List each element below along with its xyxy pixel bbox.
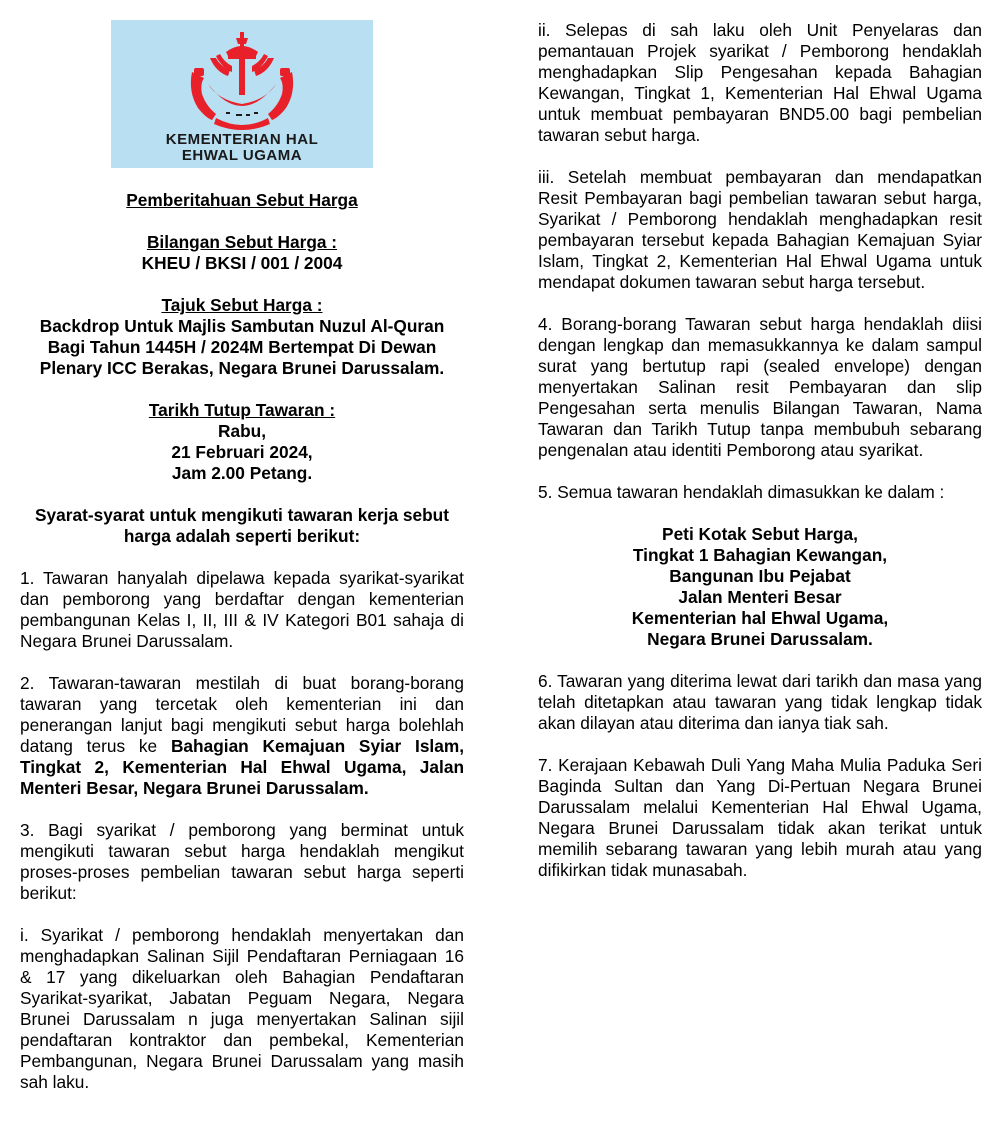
condition-7: 7. Kerajaan Kebawah Duli Yang Maha Mulia Paduka Seri Baginda Sultan dan Yang Di-Pertuan Negara Brunei Darussalam melalui Kementerian Hal Ehwal Ugama, Negara Brunei Darussalam tidak akan terikat untuk memilih sebarang tawaran yang lebih murah atau yang difikirkan tidak munasabah. bbox=[538, 755, 982, 880]
closing-date-label: Tarikh Tutup Tawaran : bbox=[148, 400, 336, 420]
address-line: Jalan Menteri Besar bbox=[678, 587, 842, 607]
condition-5: 5. Semua tawaran hendaklah dimasukkan ke dalam : bbox=[538, 482, 945, 502]
logo-text-line-1: KEMENTERIAN HAL bbox=[165, 131, 319, 148]
submission-address bbox=[538, 524, 982, 650]
quotation-subject-line: Plenary ICC Berakas, Negara Brunei Darussalam. bbox=[39, 358, 445, 378]
condition-2-text: 2. Tawaran-tawaran mestilah di buat borang-borang tawaran yang tercetak oleh kementerian ini dan penerangan lanjut bagi mengikuti sebut harga bolehlah datang terus ke bbox=[20, 673, 464, 756]
condition-3: 3. Bagi syarikat / pemborong yang berminat untuk mengikuti tawaran sebut harga hendaklah mengikut proses-proses pembelian tawaran sebut harga seperti berikut: bbox=[20, 820, 464, 903]
quotation-subject-line: Backdrop Untuk Majlis Sambutan Nuzul Al-Quran bbox=[39, 316, 445, 336]
notice-title: Pemberitahuan Sebut Harga bbox=[126, 190, 358, 210]
condition-2 bbox=[20, 673, 464, 799]
address-line: Kementerian hal Ehwal Ugama, bbox=[631, 608, 889, 628]
quotation-subject-label: Tajuk Sebut Harga : bbox=[161, 295, 323, 315]
condition-6: 6. Tawaran yang diterima lewat dari tarikh dan masa yang telah ditetapkan atau tawaran yang tidak lengkap tidak akan dilayan atau diterima dan ianya tiak sah. bbox=[538, 671, 982, 733]
logo-text-line-2: EHWAL UGAMA bbox=[181, 147, 303, 164]
left-column bbox=[20, 190, 464, 1093]
ministry-logo-banner bbox=[111, 20, 373, 168]
address-line: Peti Kotak Sebut Harga, bbox=[662, 524, 858, 544]
condition-3-i: i. Syarikat / pemborong hendaklah menyertakan dan menghadapkan Salinan Sijil Pendaftaran Perniagaan 16 & 17 yang dikeluarkan oleh Bahagian Pendaftaran Syarikat-syarikat, Jabatan Peguam Negara, Negara Brunei Darussalam n juga menyertakan Salinan sijil pendaftaran kontraktor dan pembekal, Kementerian Pembangunan, Negara Brunei Darussalam yang masih sah laku. bbox=[20, 925, 464, 1092]
condition-3-iii: iii. Setelah membuat pembayaran dan mendapatkan Resit Pembayaran bagi pembelian tawaran sebut harga, Syarikat / Pemborong hendaklah menghadapkan resit pembayaran tersebut kepada Bahagian Kemajuan Syiar Islam, Tingkat 2, Kementerian Hal Ehwal Ugama untuk mendapat dokumen tawaran sebut harga tersebut. bbox=[538, 167, 982, 292]
address-line: Bangunan Ibu Pejabat bbox=[669, 566, 851, 586]
quotation-subject-line: Bagi Tahun 1445H / 2024M Bertempat Di Dewan bbox=[47, 337, 437, 357]
condition-2-address: Bahagian Kemajuan Syiar Islam, Tingkat 2, Kementerian Hal Ehwal Ugama, Jalan Menteri Besar, Negara Brunei Darussalam. bbox=[20, 736, 465, 798]
brunei-crest-icon bbox=[186, 28, 298, 136]
conditions-heading-line: harga adalah seperti berikut: bbox=[123, 526, 361, 546]
address-line: Negara Brunei Darussalam. bbox=[647, 629, 873, 649]
quotation-number-value: KHEU / BKSI / 001 / 2004 bbox=[141, 253, 343, 273]
closing-date: 21 Februari 2024, bbox=[171, 442, 313, 462]
address-line: Tingkat 1 Bahagian Kewangan, bbox=[632, 545, 888, 565]
closing-time: Jam 2.00 Petang. bbox=[171, 463, 313, 483]
condition-3-ii: ii. Selepas di sah laku oleh Unit Penyelaras dan pemantauan Projek syarikat / Pemborong hendaklah menghadapkan Slip Pengesahan kepada Bahagian Kewangan, Tingkat 1, Kementerian Hal Ehwal Ugama untuk membuat pembayaran BND5.00 bagi pembelian tawaran sebut harga. bbox=[538, 20, 982, 145]
right-column bbox=[538, 20, 982, 881]
condition-4: 4. Borang-borang Tawaran sebut harga hendaklah diisi dengan lengkap dan memasukkannya ke dalam sampul surat yang bertutup rapi (sealed envelope) dengan menyertakan Salinan resit Pembayaran dan slip Pengesahan serta menulis Bilangan Tawaran, Nama Tawaran dan Tarikh Tutup tanpa membubuh sebarang pengenalan atau identiti Pemborong atau syarikat. bbox=[538, 314, 982, 460]
condition-1: 1. Tawaran hanyalah dipelawa kepada syarikat-syarikat dan pemborong yang berdaftar dengan kementerian pembangunan Kelas I, II, III & IV Kategori B01 sahaja di Negara Brunei Darussalam. bbox=[20, 568, 464, 651]
quotation-number-label: Bilangan Sebut Harga : bbox=[146, 232, 338, 252]
closing-day: Rabu, bbox=[217, 421, 266, 441]
conditions-heading-line: Syarat-syarat untuk mengikuti tawaran kerja sebut bbox=[35, 505, 449, 525]
